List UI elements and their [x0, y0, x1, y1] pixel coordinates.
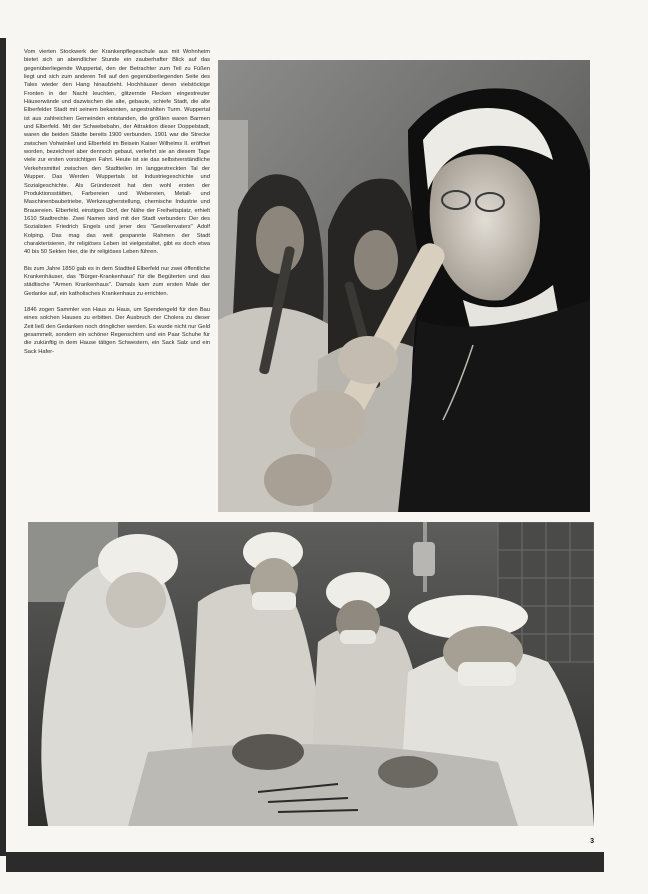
photo-operating-room [28, 522, 594, 826]
page-number: 3 [590, 838, 594, 845]
article-paragraph-3-text: 1846 zogen Sammler von Haus zu Haus, um Spendengeld für den Bau eines solchen Hauses zu erbitten. Der Ausbruch der Cholera zu dieser Zeit ließ den Gedanken noch dringlicher werden. Es wurde nicht nur Geld gesammelt, sondern ein schöner Regenschirm und ein Paar Schuhe für die zukünftig in dem Hause tätigen Schwestern, ein Sack Salz und ein Sack Hafer- [24, 306, 210, 355]
photo-nun-recorder-illustration [218, 60, 590, 512]
photo-nun-recorder [218, 60, 590, 512]
article-paragraph-1 [24, 48, 210, 257]
article-paragraph-3 [24, 306, 210, 356]
article-text-column [24, 48, 210, 510]
page-left-edge [0, 38, 6, 856]
photo-operating-room-illustration [28, 522, 594, 826]
article-paragraph-2-text: Bis zum Jahre 1850 gab es in dem Stadtteil Elberfeld nur zwei öffentliche Krankenhäuser, das "Bürger-Krankenhaus" für die Begüterten und das städtische "Armen Krankenhaus". Damals kam zum ersten Male der Gedanke auf, ein katholisches Krankenhaus zu errichten. [24, 265, 210, 297]
page-bottom-edge [6, 852, 604, 872]
article-paragraph-2 [24, 265, 210, 298]
article-paragraph-1-text: Vom vierten Stockwerk der Krankenpflegeschule aus mit Wohnheim bietet sich an abendlicher Stunde ein zauberhafter Blick auf das gegenüberliegende Wuppertal, den der Betrachter zum Teil zu Füßen liegt und sich zum anderen Teil auf den gegenüberliegenden Seite des Tales wieder den Hang hinaufzieht. Hochhäuser deren vielstöckige Fronten in der Nacht leuchten, glitzernde Flecken eingestreuter Häuserwände und dazwischen die alte, gebaute, schiefe Stadt, die alte Elberfelder Stadt mit seinem bekannten, angestrahlten Turm. Wuppertal ist aus zahlreichen Gemeinden entstanden, die größten waren Barmen und Elberfeld. Mit der Schwebebahn, der Attraktion dieser Doppelstadt, waren die beiden Städte bereits 1900 verbunden. 1901 war die Strecke zwischen Vohwinkel und Elberfeld im Beisein Kaiser Wilhelms II. eröffnet worden, bezeichnet aber dennoch gebaut, verkehrt sie an diesem Tage viele zur ersten vorsichtigen Fahrt. Heute ist sie das selbstverständliche Verkehrsmittel zwischen den Stadtteilen im langgestreckten Tal der Wupper. Das Werden Wuppertals ist Industriegeschichte und Sozialgeschichte. Als Gründerzeit hat den wohl ersten der Produktionsstätten, Farbereien und Webereien, Metall- und Maschinenbaubetriebe, Werkzeugherstellung, chemische Industrie und Brauereien. Elberfeld, einstiges Dorf, der Nähe der Freiheitsplatz, erhielt 1610 Stadtrechte. Zwei Namen sind mit der Stadt verbunden: Der des Sozialisten Friedrich Engels und jener des "Gesellenvaters" Adolf Kolping. Das mag das weit gespannte Rahmen der Stadt charakterisieren, ihr religiöses Leben ist vielgestaltet, gibt es doch etwa 40 bis 50 Sekten hier, die ihr religiöses Leben führen. [24, 49, 210, 256]
